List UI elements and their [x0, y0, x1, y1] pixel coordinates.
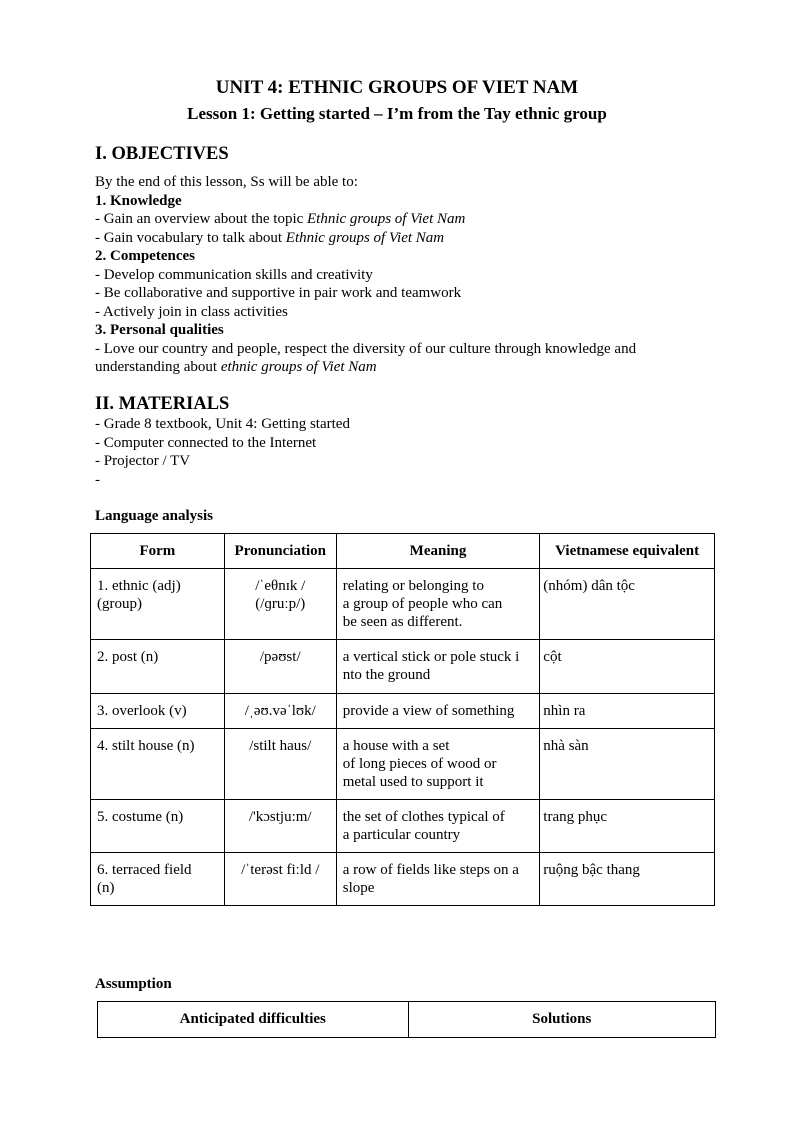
knowledge-item: - Gain vocabulary to talk about Ethnic groups of Viet Nam [95, 229, 445, 246]
column-header-vietnamese: Vietnamese equivalent [540, 534, 715, 569]
table-row [91, 640, 715, 694]
form-cell: 5. costume (n) [91, 800, 225, 853]
vietnamese-cell: (nhóm) dân tộc [540, 569, 715, 640]
meaning-cell: the set of clothes typical of a particular country [336, 800, 540, 853]
language-analysis-table [90, 533, 715, 906]
column-header-difficulties: Anticipated difficulties [98, 1002, 409, 1038]
table-header-row [91, 534, 715, 569]
meaning-cell: relating or belonging to a group of people who can be seen as different. [336, 569, 540, 640]
table-row [91, 800, 715, 853]
vietnamese-cell: nhà sàn [540, 729, 715, 800]
vietnamese-cell: ruộng bậc thang [540, 853, 715, 906]
vietnamese-cell: trang phục [540, 800, 715, 853]
form-cell: 4. stilt house (n) [91, 729, 225, 800]
form-cell: 6. terraced field (n) [91, 853, 225, 906]
personal-quality-item: - Love our country and people, respect the diversity of our culture through knowledge and [95, 340, 637, 357]
competences-heading: 2. Competences [95, 248, 195, 264]
materials-item: - [95, 471, 100, 488]
assumption-heading: Assumption [95, 976, 172, 992]
meaning-cell: provide a view of something [336, 694, 540, 729]
table-row [91, 853, 715, 906]
objectives-heading: I. OBJECTIVES [95, 144, 229, 164]
objectives-section [95, 144, 715, 377]
column-header-pronunciation: Pronunciation [224, 534, 336, 569]
materials-heading: II. MATERIALS [95, 394, 230, 414]
table-row [91, 569, 715, 640]
materials-section [95, 394, 715, 489]
column-header-meaning: Meaning [336, 534, 540, 569]
knowledge-item: - Gain an overview about the topic Ethnic groups of Viet Nam [95, 211, 466, 227]
materials-item: - Projector / TV [95, 453, 191, 469]
pronunciation-cell: /stilt haus/ [224, 729, 336, 800]
lesson-title: Lesson 1: Getting started – I’m from the Tay ethnic group [187, 104, 607, 123]
materials-item: - Computer connected to the Internet [95, 434, 317, 451]
pronunciation-cell: /ˌəʊ.vəˈlʊk/ [224, 694, 336, 729]
materials-item: - Grade 8 textbook, Unit 4: Getting started [95, 416, 350, 432]
table-header-row [98, 1002, 716, 1038]
form-cell: 2. post (n) [91, 640, 225, 694]
form-cell: 3. overlook (v) [91, 694, 225, 729]
meaning-cell: a vertical stick or pole stuck i nto the ground [336, 640, 540, 694]
personal-quality-item: understanding about ethnic groups of Viet Nam [95, 359, 377, 375]
pronunciation-cell: /ˈterəst fiːld / [224, 853, 336, 906]
pronunciation-cell: /'kɔstju:m/ [224, 800, 336, 853]
language-analysis-heading: Language analysis [95, 508, 213, 524]
competence-item: - Develop communication skills and creativity [95, 266, 373, 283]
form-cell: 1. ethnic (adj) (group) [91, 569, 225, 640]
pronunciation-cell: /pəʊst/ [224, 640, 336, 694]
competence-item: - Be collaborative and supportive in pair work and teamwork [95, 285, 462, 301]
table-row [91, 729, 715, 800]
column-header-form: Form [91, 534, 225, 569]
knowledge-heading: 1. Knowledge [95, 192, 182, 209]
pronunciation-cell: /ˈeθnɪk / (/ɡruːp/) [224, 569, 336, 640]
column-header-solutions: Solutions [408, 1002, 716, 1038]
competence-item: - Actively join in class activities [95, 303, 288, 320]
meaning-cell: a house with a set of long pieces of wood or metal used to support it [336, 729, 540, 800]
unit-title: UNIT 4: ETHNIC GROUPS OF VIET NAM [215, 77, 579, 98]
objectives-intro: By the end of this lesson, Ss will be able to: [95, 174, 358, 190]
vietnamese-cell: nhìn ra [540, 694, 715, 729]
meaning-cell: a row of fields like steps on a slope [336, 853, 540, 906]
personal-qualities-heading: 3. Personal qualities [95, 322, 224, 338]
table-row [91, 694, 715, 729]
assumption-table [97, 1001, 716, 1038]
vietnamese-cell: cột [540, 640, 715, 694]
